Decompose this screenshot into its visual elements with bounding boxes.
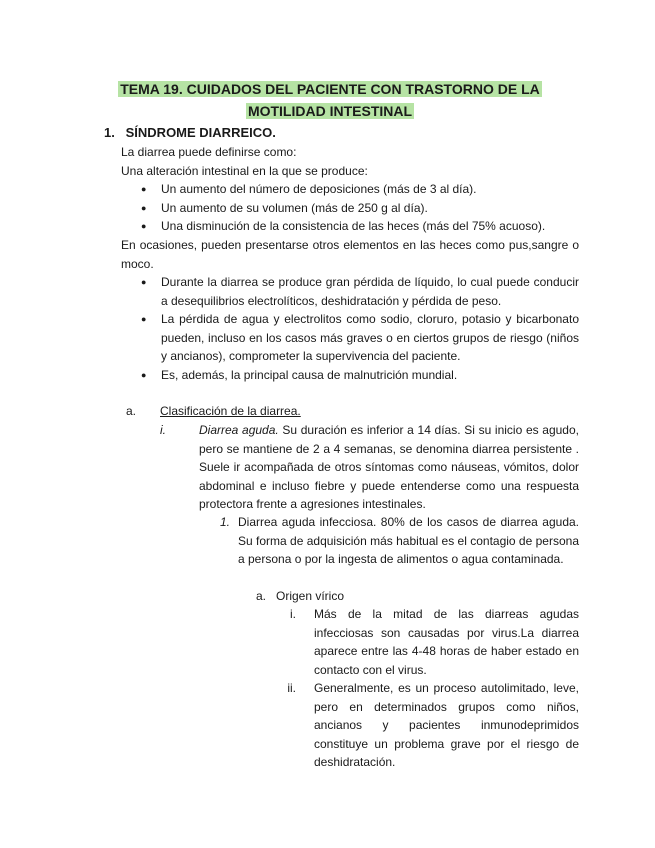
occasions-paragraph: En ocasiones, pueden presentarse otros elementos en las heces como pus,sangre o moco. <box>121 238 579 271</box>
infectious-diarrhea-paragraph: Diarrea aguda infecciosa. 80% de los casos de diarrea aguda. Su forma de adquisición más habitual es el contagio de persona a persona o por la ingesta de alimentos o agua contaminada. <box>238 515 579 566</box>
list-item: ● Durante la diarrea se produce gran pérdida de líquido, lo cual puede conducir a desequilibrios electrolíticos, deshidratación y pérdida de peso. <box>141 273 579 310</box>
title-line-2: MOTILIDAD INTESTINAL <box>247 103 413 119</box>
list-item: ● La pérdida de agua y electrolitos como sodio, cloruro, potasio y bicarbonato pueden, incluso en los casos más graves o en ciertos grupos de riesgo (niños y ancianos), comprometer la supervivencia del paciente. <box>141 310 579 366</box>
self-limited-paragraph: Generalmente, es un proceso autolimitado, leve, pero en determinados grupos como niños, ancianos y pacientes inmunodeprimidos constituye un problema grave por el riesgo de deshidratación. <box>314 681 579 769</box>
section-title: SÍNDROME DIARREICO. <box>125 125 276 140</box>
item-marker: a. <box>255 589 266 603</box>
list-item: ● Es, además, la principal causa de malnutrición mundial. <box>141 366 579 385</box>
intro-alteration: Una alteración intestinal en la que se produce: <box>121 164 368 178</box>
title-line-1: TEMA 19. CUIDADOS DEL PACIENTE CON TRASTORNO DE LA <box>120 81 540 97</box>
effects-list <box>141 273 579 384</box>
section-number: 1. <box>104 125 115 140</box>
item-marker: 1. <box>219 515 230 529</box>
item-marker: i. <box>290 607 296 621</box>
origin-label: Origen vírico <box>276 589 345 603</box>
list-item: ● Una disminución de la consistencia de las heces (más del 75% acuoso). <box>141 217 579 236</box>
criteria-list <box>141 180 579 236</box>
acute-diarrhea-term: Diarrea aguda. <box>199 423 279 437</box>
list-item: ● Un aumento del número de deposiciones (más de 3 al día). <box>141 180 579 199</box>
subsection-marker: a. <box>126 404 137 418</box>
section-heading <box>104 124 276 143</box>
intro-definition: La diarrea puede definirse como: <box>121 145 297 159</box>
acute-diarrhea-text: Su duración es inferior a 14 días. Si su inicio es agudo, pero se mantiene de 2 a 4 semanas, se denomina diarrea persistente . Suele ir acompañada de otros síntomas como náuseas, vómitos, dolor abdominal e incluso fiebre y puede entenderse como una respuesta protectora frente a agresiones intestinales. <box>199 423 579 511</box>
item-marker: i. <box>160 423 166 437</box>
list-item: ● Un aumento de su volumen (más de 250 g al día). <box>141 199 579 218</box>
item-marker: ii. <box>287 681 296 695</box>
subsection-heading: Clasificación de la diarrea. <box>160 404 301 418</box>
page-title <box>60 78 600 122</box>
viral-origin-paragraph: Más de la mitad de las diarreas agudas infecciosas son causadas por virus.La diarrea aparece entre las 4-48 horas de haber estado en contacto con el virus. <box>314 607 579 677</box>
acute-diarrhea-paragraph <box>199 421 579 514</box>
